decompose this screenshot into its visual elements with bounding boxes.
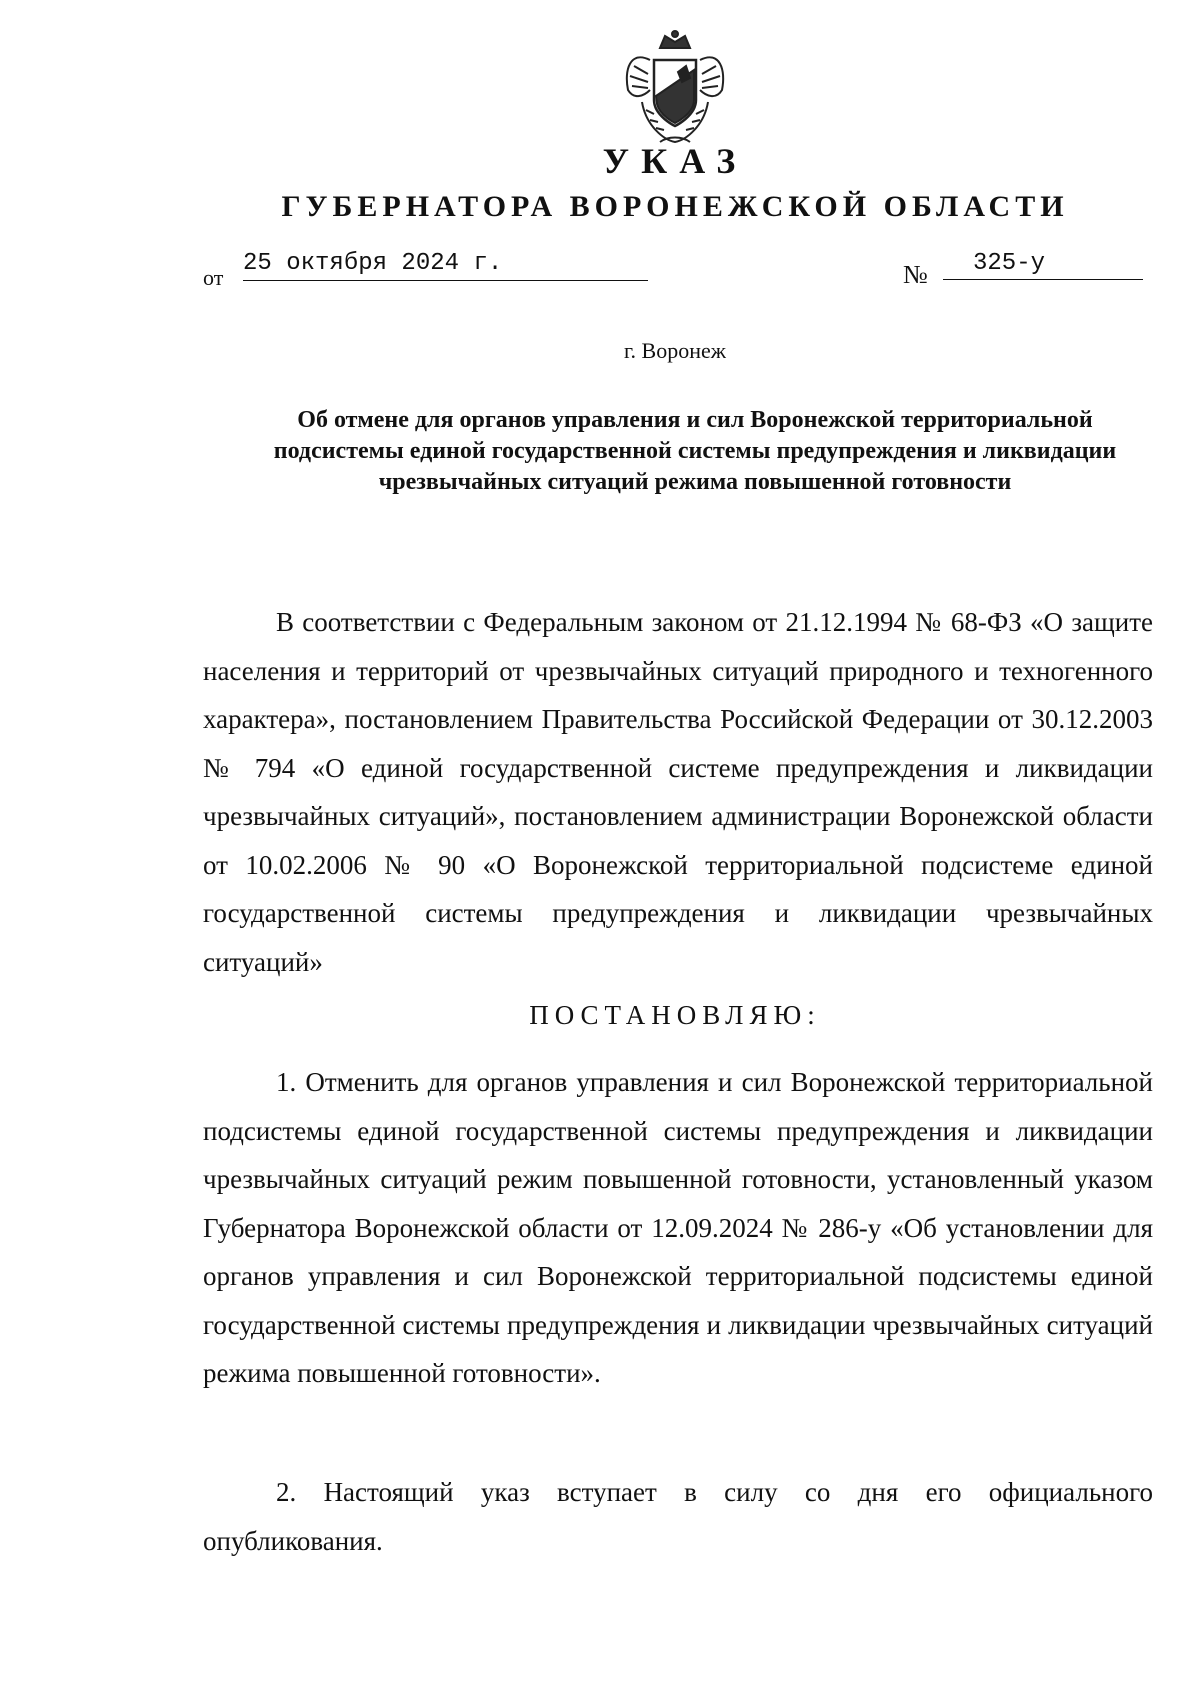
preamble-paragraph: В соответствии с Федеральным законом от 21.12.1994 № 68-ФЗ «О защите населения и территорий от чрезвычайных ситуаций природного и техногенного характера», постановлением Правительства Российской Федерации от 30.12.2003 № 794 «О единой государственной системе предупреждения и ликвидации чрезвычайных ситуаций», постановлением администрации Воронежской области от 10.02.2006 № 90 «О Воронежской территориальной подсистеме единой государственной системы предупреждения и ликвидации чрезвычайных ситуаций» xyxy=(203,607,1153,977)
issuer: ГУБЕРНАТОРА ВОРОНЕЖСКОЙ ОБЛАСТИ xyxy=(281,190,1069,223)
coat-of-arms-icon xyxy=(620,30,730,150)
decree-word: ПОСТАНОВЛЯЮ: xyxy=(529,1000,821,1030)
city: г. Воронеж xyxy=(624,338,726,363)
item-2-paragraph: 2. Настоящий указ вступает в силу со дня его официального опубликования. xyxy=(203,1477,1153,1556)
document-type: УКАЗ xyxy=(602,141,748,181)
decree-subject: Об отмене для органов управления и сил Воронежской территориальной подсистемы единой государственной системы предупреждения и ликвидации чрезвычайных ситуаций режима повышенной готовности xyxy=(273,407,1117,495)
number-label: № xyxy=(903,260,928,289)
date-number-line xyxy=(203,250,1143,290)
date-prefix: от xyxy=(203,265,224,290)
item-1-paragraph: 1. Отменить для органов управления и сил Воронежской территориальной подсистемы единой государственной системы предупреждения и ликвидации чрезвычайных ситуаций режим повышенной готовности, установленный указом Губернатора Воронежской области от 12.09.2024 № 286-у «Об установлении для органов управления и сил Воронежской территориальной подсистемы единой государственной системы предупреждения и ликвидации чрезвычайных ситуаций режима повышенной готовности». xyxy=(203,1067,1153,1388)
decree-number: 325-у xyxy=(943,250,1143,280)
decree-date: 25 октября 2024 г. xyxy=(243,250,648,281)
